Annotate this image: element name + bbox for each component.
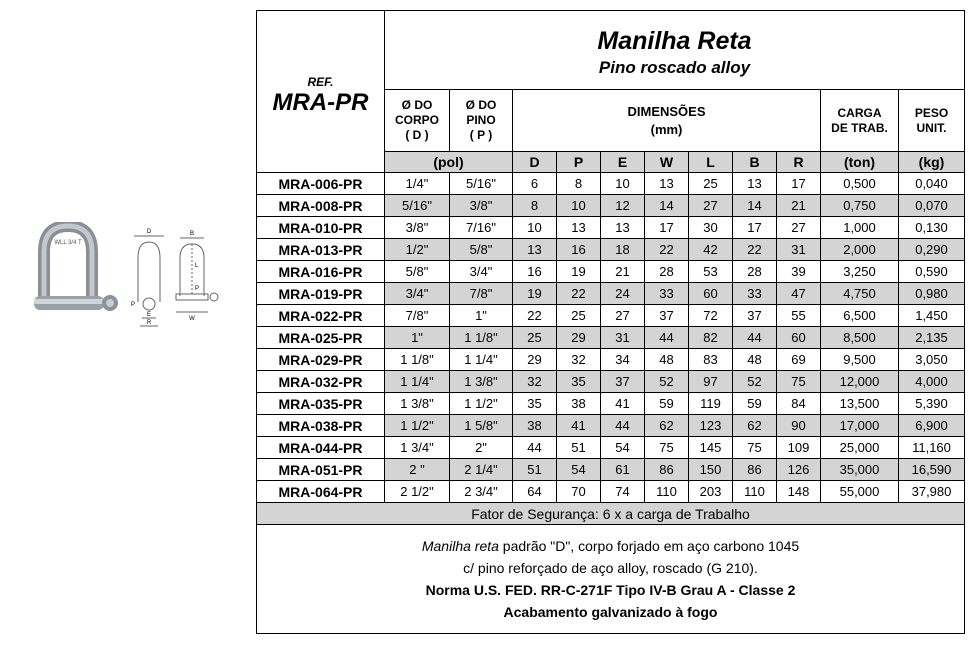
cell-p: 35 xyxy=(557,371,601,393)
cell-peso: 16,590 xyxy=(899,459,965,481)
cell-peso: 2,135 xyxy=(899,327,965,349)
cell-p: 51 xyxy=(557,437,601,459)
cell-peso: 11,160 xyxy=(899,437,965,459)
side-label-l: L xyxy=(195,263,199,269)
table-row xyxy=(257,393,965,415)
cell-b: 28 xyxy=(733,261,777,283)
front-label-r: R xyxy=(146,320,152,326)
cell-ref: MRA-064-PR xyxy=(257,481,385,503)
front-label-e: E xyxy=(146,312,152,318)
cell-b: 62 xyxy=(733,415,777,437)
cell-p: 41 xyxy=(557,415,601,437)
cell-p: 29 xyxy=(557,327,601,349)
cell-pino: 7/8" xyxy=(450,283,513,305)
table-row xyxy=(257,371,965,393)
cell-w: 17 xyxy=(645,217,689,239)
cell-d: 22 xyxy=(513,305,557,327)
cell-e: 61 xyxy=(601,459,645,481)
cell-w: 33 xyxy=(645,283,689,305)
cell-p: 32 xyxy=(557,349,601,371)
cell-p: 25 xyxy=(557,305,601,327)
cell-carga: 3,250 xyxy=(821,261,899,283)
cell-carga: 0,750 xyxy=(821,195,899,217)
cell-w: 28 xyxy=(645,261,689,283)
cell-p: 8 xyxy=(557,173,601,195)
table-row xyxy=(257,239,965,261)
cell-carga: 35,000 xyxy=(821,459,899,481)
cell-e: 21 xyxy=(601,261,645,283)
cell-r: 148 xyxy=(777,481,821,503)
cell-b: 110 xyxy=(733,481,777,503)
cell-w: 75 xyxy=(645,437,689,459)
cell-w: 37 xyxy=(645,305,689,327)
cell-pino: 1 5/8" xyxy=(450,415,513,437)
cell-corpo: 1 1/2" xyxy=(385,415,450,437)
cell-w: 13 xyxy=(645,173,689,195)
cell-e: 24 xyxy=(601,283,645,305)
cell-pino: 1 1/2" xyxy=(450,393,513,415)
cell-l: 53 xyxy=(689,261,733,283)
unit-l: L xyxy=(689,152,733,173)
cell-corpo: 1 3/4" xyxy=(385,437,450,459)
cell-d: 10 xyxy=(513,217,557,239)
description-cell xyxy=(257,525,965,634)
cell-carga: 9,500 xyxy=(821,349,899,371)
cell-r: 39 xyxy=(777,261,821,283)
cell-ref: MRA-013-PR xyxy=(257,239,385,261)
cell-pino: 3/4" xyxy=(450,261,513,283)
safety-factor: Fator de Segurança: 6 x a carga de Trabalho xyxy=(257,503,965,525)
cell-pino: 1" xyxy=(450,305,513,327)
cell-ref: MRA-010-PR xyxy=(257,217,385,239)
cell-e: 31 xyxy=(601,327,645,349)
table-row xyxy=(257,437,965,459)
table-row xyxy=(257,217,965,239)
cell-d: 51 xyxy=(513,459,557,481)
description-norm: Norma U.S. FED. RR-C-271F Tipo IV-B Grau A - Classe 2 xyxy=(425,582,796,598)
description-finish: Acabamento galvanizado à fogo xyxy=(503,604,718,620)
cell-carga: 55,000 xyxy=(821,481,899,503)
cell-b: 14 xyxy=(733,195,777,217)
ref-cell xyxy=(257,11,385,173)
cell-ref: MRA-016-PR xyxy=(257,261,385,283)
description-line1-italic: Manilha reta xyxy=(421,538,499,554)
cell-pino: 7/16" xyxy=(450,217,513,239)
side-label-p: P xyxy=(195,286,200,292)
cell-ref: MRA-022-PR xyxy=(257,305,385,327)
cell-d: 13 xyxy=(513,239,557,261)
cell-d: 16 xyxy=(513,261,557,283)
cell-p: 10 xyxy=(557,195,601,217)
cell-r: 60 xyxy=(777,327,821,349)
cell-ref: MRA-006-PR xyxy=(257,173,385,195)
cell-b: 33 xyxy=(733,283,777,305)
cell-d: 64 xyxy=(513,481,557,503)
cell-e: 37 xyxy=(601,371,645,393)
cell-l: 27 xyxy=(689,195,733,217)
peso-header: PESO UNIT. xyxy=(899,90,965,152)
side-label-w: W xyxy=(189,316,195,322)
cell-peso: 3,050 xyxy=(899,349,965,371)
cell-corpo: 5/8" xyxy=(385,261,450,283)
carga-header: CARGA DE TRAB. xyxy=(821,90,899,152)
cell-peso: 37,980 xyxy=(899,481,965,503)
ref-label: REF. xyxy=(307,74,334,89)
cell-p: 13 xyxy=(557,217,601,239)
cell-p: 54 xyxy=(557,459,601,481)
pino-header: Ø DO PINO ( P ) xyxy=(450,90,513,152)
cell-e: 34 xyxy=(601,349,645,371)
unit-w: W xyxy=(645,152,689,173)
unit-ton: (ton) xyxy=(821,152,899,173)
cell-r: 47 xyxy=(777,283,821,305)
cell-l: 119 xyxy=(689,393,733,415)
cell-carga: 6,500 xyxy=(821,305,899,327)
cell-peso: 0,590 xyxy=(899,261,965,283)
cell-l: 60 xyxy=(689,283,733,305)
front-label-d: D xyxy=(146,229,152,235)
cell-carga: 12,000 xyxy=(821,371,899,393)
unit-pol: (pol) xyxy=(385,152,513,173)
cell-corpo: 3/4" xyxy=(385,283,450,305)
shackle-photo xyxy=(34,226,118,311)
cell-l: 72 xyxy=(689,305,733,327)
cell-pino: 1 1/8" xyxy=(450,327,513,349)
cell-r: 126 xyxy=(777,459,821,481)
cell-e: 44 xyxy=(601,415,645,437)
cell-pino: 5/16" xyxy=(450,173,513,195)
unit-p: P xyxy=(557,152,601,173)
cell-corpo: 2 1/2" xyxy=(385,481,450,503)
cell-e: 12 xyxy=(601,195,645,217)
cell-pino: 2 1/4" xyxy=(450,459,513,481)
title-cell xyxy=(385,11,965,90)
cell-r: 21 xyxy=(777,195,821,217)
cell-corpo: 2 " xyxy=(385,459,450,481)
cell-p: 16 xyxy=(557,239,601,261)
cell-peso: 1,450 xyxy=(899,305,965,327)
cell-r: 55 xyxy=(777,305,821,327)
cell-e: 54 xyxy=(601,437,645,459)
cell-l: 123 xyxy=(689,415,733,437)
product-figure xyxy=(30,222,240,332)
cell-d: 25 xyxy=(513,327,557,349)
cell-carga: 2,000 xyxy=(821,239,899,261)
table-row xyxy=(257,415,965,437)
side-view-drawing xyxy=(176,238,218,312)
cell-l: 150 xyxy=(689,459,733,481)
cell-r: 69 xyxy=(777,349,821,371)
table-row xyxy=(257,459,965,481)
cell-d: 38 xyxy=(513,415,557,437)
unit-kg: (kg) xyxy=(899,152,965,173)
description-line1-rest: padrão "D", corpo forjado em aço carbono 1045 xyxy=(498,538,800,554)
cell-peso: 0,980 xyxy=(899,283,965,305)
cell-peso: 6,900 xyxy=(899,415,965,437)
cell-l: 30 xyxy=(689,217,733,239)
dimensions-header: DIMENSÕES (mm) xyxy=(513,90,821,152)
cell-peso: 4,000 xyxy=(899,371,965,393)
cell-r: 17 xyxy=(777,173,821,195)
title-row xyxy=(257,11,965,90)
cell-p: 70 xyxy=(557,481,601,503)
description-row xyxy=(257,525,965,634)
cell-ref: MRA-038-PR xyxy=(257,415,385,437)
cell-corpo: 1 3/8" xyxy=(385,393,450,415)
table-row xyxy=(257,173,965,195)
product-title: Manilha Reta xyxy=(597,26,752,55)
cell-corpo: 3/8" xyxy=(385,217,450,239)
cell-l: 97 xyxy=(689,371,733,393)
side-label-b: B xyxy=(189,231,195,237)
cell-e: 13 xyxy=(601,217,645,239)
cell-w: 86 xyxy=(645,459,689,481)
cell-r: 109 xyxy=(777,437,821,459)
cell-carga: 13,500 xyxy=(821,393,899,415)
cell-d: 6 xyxy=(513,173,557,195)
cell-carga: 1,000 xyxy=(821,217,899,239)
cell-pino: 2 3/4" xyxy=(450,481,513,503)
cell-e: 10 xyxy=(601,173,645,195)
cell-r: 75 xyxy=(777,371,821,393)
cell-b: 86 xyxy=(733,459,777,481)
cell-d: 32 xyxy=(513,371,557,393)
cell-w: 44 xyxy=(645,327,689,349)
cell-carga: 4,750 xyxy=(821,283,899,305)
corpo-header: Ø DO CORPO ( D ) xyxy=(385,90,450,152)
shackle-stamp: WLL 3/4 T xyxy=(54,240,82,246)
cell-r: 90 xyxy=(777,415,821,437)
cell-b: 48 xyxy=(733,349,777,371)
cell-p: 22 xyxy=(557,283,601,305)
cell-corpo: 5/16" xyxy=(385,195,450,217)
cell-peso: 0,290 xyxy=(899,239,965,261)
front-label-p: P xyxy=(130,302,136,308)
product-subtitle: Pino roscado alloy xyxy=(598,57,751,77)
cell-peso: 0,130 xyxy=(899,217,965,239)
cell-b: 75 xyxy=(733,437,777,459)
cell-b: 37 xyxy=(733,305,777,327)
unit-r: R xyxy=(777,152,821,173)
cell-l: 42 xyxy=(689,239,733,261)
cell-w: 22 xyxy=(645,239,689,261)
cell-ref: MRA-035-PR xyxy=(257,393,385,415)
cell-carga: 0,500 xyxy=(821,173,899,195)
cell-ref: MRA-032-PR xyxy=(257,371,385,393)
unit-d: D xyxy=(513,152,557,173)
cell-l: 82 xyxy=(689,327,733,349)
cell-corpo: 1/2" xyxy=(385,239,450,261)
cell-ref: MRA-029-PR xyxy=(257,349,385,371)
cell-w: 14 xyxy=(645,195,689,217)
cell-p: 38 xyxy=(557,393,601,415)
cell-corpo: 7/8" xyxy=(385,305,450,327)
cell-e: 41 xyxy=(601,393,645,415)
cell-pino: 1 3/8" xyxy=(450,371,513,393)
spec-table xyxy=(256,10,965,634)
cell-d: 19 xyxy=(513,283,557,305)
cell-r: 84 xyxy=(777,393,821,415)
table-row xyxy=(257,261,965,283)
cell-b: 17 xyxy=(733,217,777,239)
table-row xyxy=(257,349,965,371)
cell-peso: 0,040 xyxy=(899,173,965,195)
cell-e: 74 xyxy=(601,481,645,503)
table-row xyxy=(257,305,965,327)
cell-b: 13 xyxy=(733,173,777,195)
cell-l: 83 xyxy=(689,349,733,371)
cell-e: 18 xyxy=(601,239,645,261)
cell-w: 48 xyxy=(645,349,689,371)
cell-carga: 17,000 xyxy=(821,415,899,437)
cell-pino: 2" xyxy=(450,437,513,459)
cell-peso: 0,070 xyxy=(899,195,965,217)
cell-r: 27 xyxy=(777,217,821,239)
table-row xyxy=(257,283,965,305)
cell-d: 35 xyxy=(513,393,557,415)
cell-corpo: 1" xyxy=(385,327,450,349)
cell-corpo: 1 1/4" xyxy=(385,371,450,393)
table-row xyxy=(257,327,965,349)
cell-b: 44 xyxy=(733,327,777,349)
cell-carga: 25,000 xyxy=(821,437,899,459)
cell-w: 52 xyxy=(645,371,689,393)
description-line2: c/ pino reforçado de aço alloy, roscado (G 210). xyxy=(463,560,758,576)
unit-b: B xyxy=(733,152,777,173)
unit-e: E xyxy=(601,152,645,173)
cell-ref: MRA-051-PR xyxy=(257,459,385,481)
cell-corpo: 1 1/8" xyxy=(385,349,450,371)
cell-l: 145 xyxy=(689,437,733,459)
cell-l: 25 xyxy=(689,173,733,195)
table-row xyxy=(257,481,965,503)
table-row xyxy=(257,195,965,217)
cell-w: 110 xyxy=(645,481,689,503)
cell-p: 19 xyxy=(557,261,601,283)
cell-corpo: 1/4" xyxy=(385,173,450,195)
cell-ref: MRA-019-PR xyxy=(257,283,385,305)
cell-ref: MRA-008-PR xyxy=(257,195,385,217)
cell-pino: 1 1/4" xyxy=(450,349,513,371)
cell-r: 31 xyxy=(777,239,821,261)
cell-d: 29 xyxy=(513,349,557,371)
cell-b: 52 xyxy=(733,371,777,393)
cell-ref: MRA-044-PR xyxy=(257,437,385,459)
cell-d: 44 xyxy=(513,437,557,459)
cell-ref: MRA-025-PR xyxy=(257,327,385,349)
cell-pino: 5/8" xyxy=(450,239,513,261)
cell-pino: 3/8" xyxy=(450,195,513,217)
ref-code: MRA-PR xyxy=(272,88,369,116)
cell-d: 8 xyxy=(513,195,557,217)
cell-l: 203 xyxy=(689,481,733,503)
cell-w: 62 xyxy=(645,415,689,437)
cell-w: 59 xyxy=(645,393,689,415)
cell-e: 27 xyxy=(601,305,645,327)
cell-carga: 8,500 xyxy=(821,327,899,349)
safety-factor-row xyxy=(257,503,965,525)
cell-b: 22 xyxy=(733,239,777,261)
cell-peso: 5,390 xyxy=(899,393,965,415)
cell-b: 59 xyxy=(733,393,777,415)
